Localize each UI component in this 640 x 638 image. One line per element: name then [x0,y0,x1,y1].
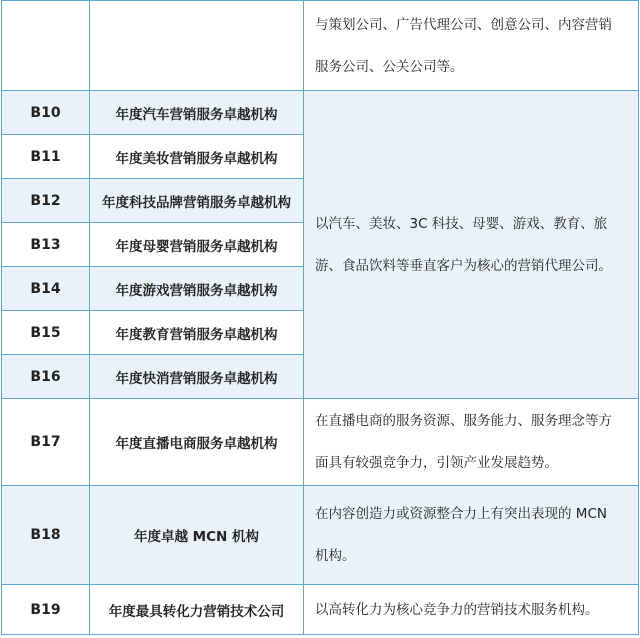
description-line: 与策划公司、广告代理公司、创意公司、内容营销 [315,16,612,33]
description-line: 面具有较强竞争力，引领产业发展趋势。 [315,455,558,471]
award-name: 年度卓越 MCN 机构 [90,486,304,585]
description-cell [304,486,639,585]
award-code: B18 [2,486,90,585]
description-line: 服务公司、公关公司等。 [315,58,464,75]
award-name: 年度直播电商服务卓越机构 [90,399,304,486]
description-line: 以汽车、美妆、3C 科技、母婴、游戏、教育、旅 [315,215,608,232]
award-name: 年度最具转化力营销技术公司 [90,585,304,635]
award-name: 年度游戏营销服务卓越机构 [90,267,304,311]
award-code: B15 [2,311,90,355]
award-code: B16 [2,355,90,399]
description-cell [304,399,639,486]
description-line: 在内容创造力或资源整合力上有突出表现的 MCN [315,506,607,522]
description-line: 游、食品饮料等垂直客户为核心的营销代理公司。 [315,257,612,274]
award-code: B11 [2,135,90,179]
table-row [2,585,639,635]
table-row [2,91,639,135]
description-line: 以高转化力为核心竞争力的营销技术服务机构。 [315,601,599,618]
award-name: 年度美妆营销服务卓越机构 [90,135,304,179]
description-cell [304,1,639,91]
description-line: 机构。 [315,548,356,564]
award-code: B10 [2,91,90,135]
name-cell-empty [90,1,304,91]
award-name: 年度母婴营销服务卓越机构 [90,223,304,267]
table-row [2,1,639,91]
table-row [2,399,639,486]
award-name: 年度科技品牌营销服务卓越机构 [90,179,304,223]
group-description-cell [304,91,639,399]
award-code: B13 [2,223,90,267]
award-code: B14 [2,267,90,311]
award-category-table [1,0,639,635]
award-name: 年度快消营销服务卓越机构 [90,355,304,399]
award-code: B19 [2,585,90,635]
code-cell-empty [2,1,90,91]
award-code: B17 [2,399,90,486]
award-code: B12 [2,179,90,223]
description-line: 在直播电商的服务资源、服务能力、服务理念等方 [315,413,612,429]
award-name: 年度教育营销服务卓越机构 [90,311,304,355]
award-name: 年度汽车营销服务卓越机构 [90,91,304,135]
table-row [2,486,639,585]
description-cell [304,585,639,635]
